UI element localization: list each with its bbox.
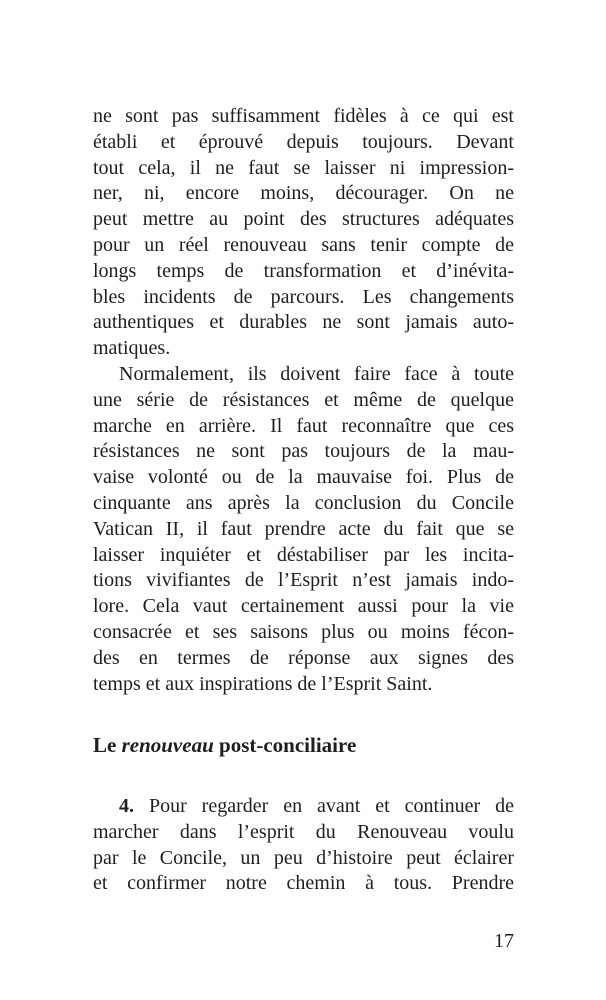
- text-line: peut mettre au point des structures adéquates: [93, 208, 514, 231]
- text-line: Vatican II, il faut prendre acte du fait que se: [93, 517, 514, 540]
- text-line: matiques.: [93, 337, 171, 360]
- section-4-text: [93, 794, 514, 897]
- text-line: Normalement, ils doivent faire face à toute: [119, 362, 514, 385]
- text-line: authentiques et durables ne sont jamais auto-: [93, 311, 514, 334]
- text-line-rest: Pour regarder en avant et continuer de: [134, 795, 514, 817]
- text-line: ne sont pas suffisamment fidèles à ce qui est: [93, 105, 514, 127]
- text-line: cinquante ans après la conclusion du Concile: [93, 491, 514, 514]
- heading-italic: renouveau: [121, 733, 214, 757]
- text-line: et confirmer notre chemin à tous. Prendre: [93, 872, 514, 895]
- text-line: marcher dans l’esprit du Renouveau voulu: [93, 820, 514, 843]
- section-number: 4.: [119, 795, 134, 817]
- text-line: par le Concile, un peu d’histoire peut éclairer: [93, 846, 514, 869]
- text-line: ner, ni, encore moins, décourager. On ne: [93, 182, 514, 205]
- heading-prefix: Le: [93, 733, 122, 757]
- page-number: 17: [494, 930, 514, 952]
- text-line: tout cela, il ne faut se laisser ni impression-: [93, 156, 514, 179]
- text-line: des en termes de réponse aux signes des: [93, 646, 514, 669]
- text-line: temps et aux inspirations de l’Esprit Saint.: [93, 672, 433, 695]
- text-line: vaise volonté ou de la mauvaise foi. Plus de: [93, 466, 514, 489]
- text-line: longs temps de transformation et d’inévita-: [93, 259, 514, 282]
- text-line: lore. Cela vaut certainement aussi pour la vie: [93, 595, 514, 618]
- text-line: résistances ne sont pas toujours de la mau-: [93, 440, 514, 463]
- heading-suffix: post-conciliaire: [213, 733, 357, 757]
- text-line: pour un réel renouveau sans tenir compte de: [93, 233, 514, 256]
- section-4-first-line: [93, 794, 514, 820]
- section-heading: [93, 731, 356, 759]
- text-line: laisser inquiéter et déstabiliser par les incita-: [93, 543, 514, 566]
- text-line: bles incidents de parcours. Les changements: [93, 285, 514, 308]
- body-text-top: [93, 104, 514, 697]
- text-line: tions vivifiantes de l’Esprit n’est jamais indo-: [93, 569, 514, 592]
- text-line: consacrée et ses saisons plus ou moins fécon-: [93, 620, 514, 643]
- text-line: établi et éprouvé depuis toujours. Devant: [93, 130, 514, 153]
- text-line: une série de résistances et même de quelque: [93, 388, 514, 411]
- text-line: marche en arrière. Il faut reconnaître que ces: [93, 414, 514, 437]
